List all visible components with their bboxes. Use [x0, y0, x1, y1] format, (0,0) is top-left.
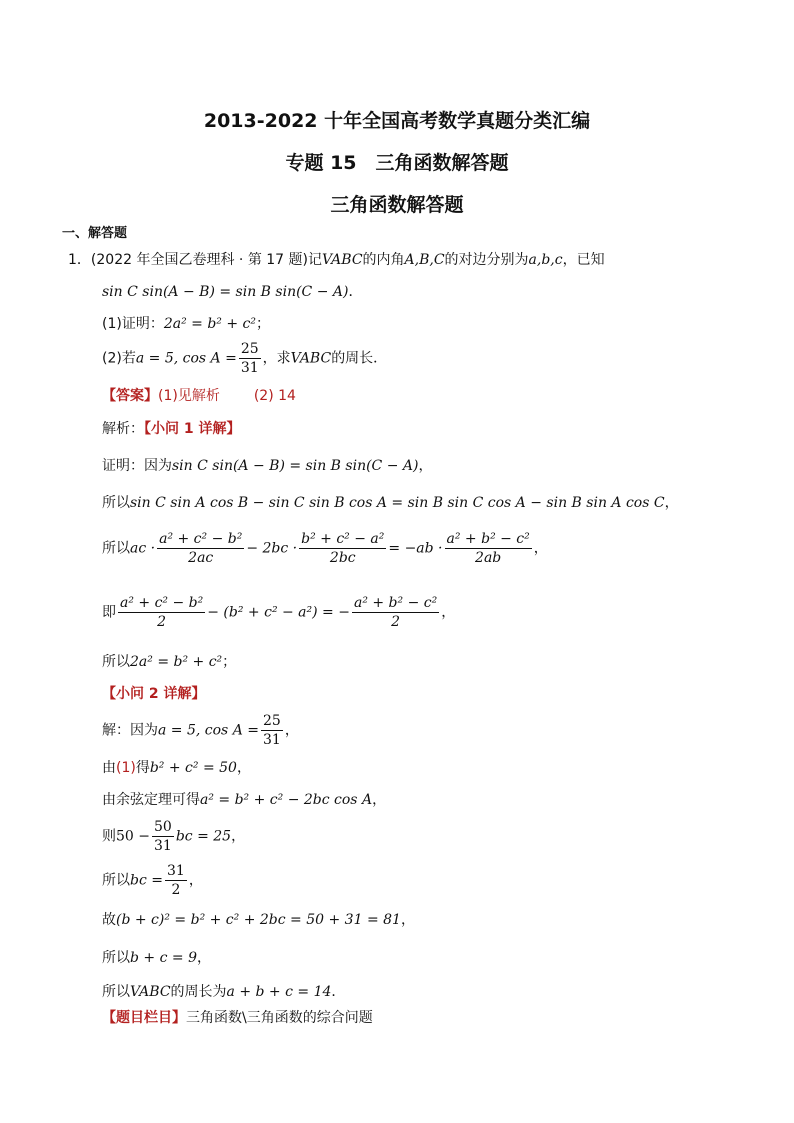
fraction: $\frac{25}{31}$ [262, 713, 281, 748]
step-12: 所以b + c = 9， [102, 950, 211, 966]
step-6: 解：因为a = 5, cos A = $\frac{25}{31}$ ， [102, 713, 299, 748]
step-10: 所以bc = $\frac{31}{2}$ ， [102, 863, 203, 898]
step-7: 由(1)得b² + c² = 50， [102, 760, 251, 776]
subquestion-1-label: 【小问 1 详解】 [144, 421, 241, 437]
part-1: (1)证明：2a² = b² + c²； [102, 316, 270, 332]
document-title: 2013-2022 十年全国高考数学真题分类汇编 [203, 110, 591, 132]
step-3: 所以ac · $\frac{\text{a² + c² − b²}}{2ac}$ − 2bc · $\frac{\text{b² + c² − a²}}{2bc}$ = −ab · $\frac{\text{a² + b² − c²}}{2ab}$ ， [102, 531, 548, 566]
problem-source: (2022 年全国乙卷理科 · 第 17 题) [90, 252, 308, 268]
step-1: 证明：因为sin C sin(A − B) = sin B sin(C − A)， [102, 458, 433, 474]
section-title: 三角函数解答题 [330, 194, 464, 216]
fraction: $\frac{\text{a² + c² − b²}}{2}$ [120, 595, 204, 630]
part-2: (2)若a = 5, cos A = $\frac{25}{31}$ ，求VABC的周长． [102, 341, 388, 376]
section-label: 一、解答题 [62, 226, 128, 241]
fraction: $\frac{\text{a² + b² − c²}}{2ab}$ [446, 531, 530, 566]
fraction: $\frac{25}{31}$ [240, 341, 259, 376]
topic-title: 专题 15 三角函数解答题 [285, 152, 509, 174]
fraction: $\frac{\text{b² + c² − a²}}{2bc}$ [301, 531, 385, 566]
step-4: 即 $\frac{\text{a² + c² − b²}}{2}$ − (b² + c² − a²) = − $\frac{\text{a² + b² − c²}}{2}$ ， [102, 595, 456, 630]
step-9: 则50 − $\frac{50}{31}$ bc = 25， [102, 819, 246, 854]
analysis-header: 解析：【小问 1 详解】 [102, 421, 241, 437]
step-13: 所以VABC的周长为a + b + c = 14． [102, 984, 346, 1000]
step-11: 故(b + c)² = b² + c² + 2bc = 50 + 31 = 81， [102, 912, 415, 928]
category-label: 【题目栏目】 [102, 1010, 186, 1026]
problem-statement: 1．(2022 年全国乙卷理科 · 第 17 题)记VABC的内角A,B,C的对边分别为a,b,c，已知 [68, 252, 605, 268]
answer-line: 【答案】(1)见解析 (2) 14 [102, 388, 296, 404]
step-5: 所以2a² = b² + c²； [102, 654, 237, 670]
given-condition: sin C sin(A − B) = sin B sin(C − A)． [102, 284, 363, 300]
topic-category: 【题目栏目】三角函数\三角函数的综合问题 [102, 1010, 373, 1026]
subquestion-2-label: 【小问 2 详解】 [102, 686, 206, 702]
fraction: $\frac{50}{31}$ [154, 819, 172, 854]
step-8: 由余弦定理可得a² = b² + c² − 2bc cos A， [102, 792, 387, 808]
answer-label: 【答案】 [102, 388, 158, 404]
fraction: $\frac{31}{2}$ [166, 863, 185, 898]
fraction: $\frac{\text{a² + c² − b²}}{2ac}$ [159, 531, 243, 566]
problem-number: 1． [68, 252, 91, 268]
step-2: 所以sin C sin A cos B − sin C sin B cos A = sin B sin C cos A − sin B sin A cos C， [102, 495, 679, 511]
fraction: $\frac{\text{a² + b² − c²}}{2}$ [353, 595, 438, 630]
